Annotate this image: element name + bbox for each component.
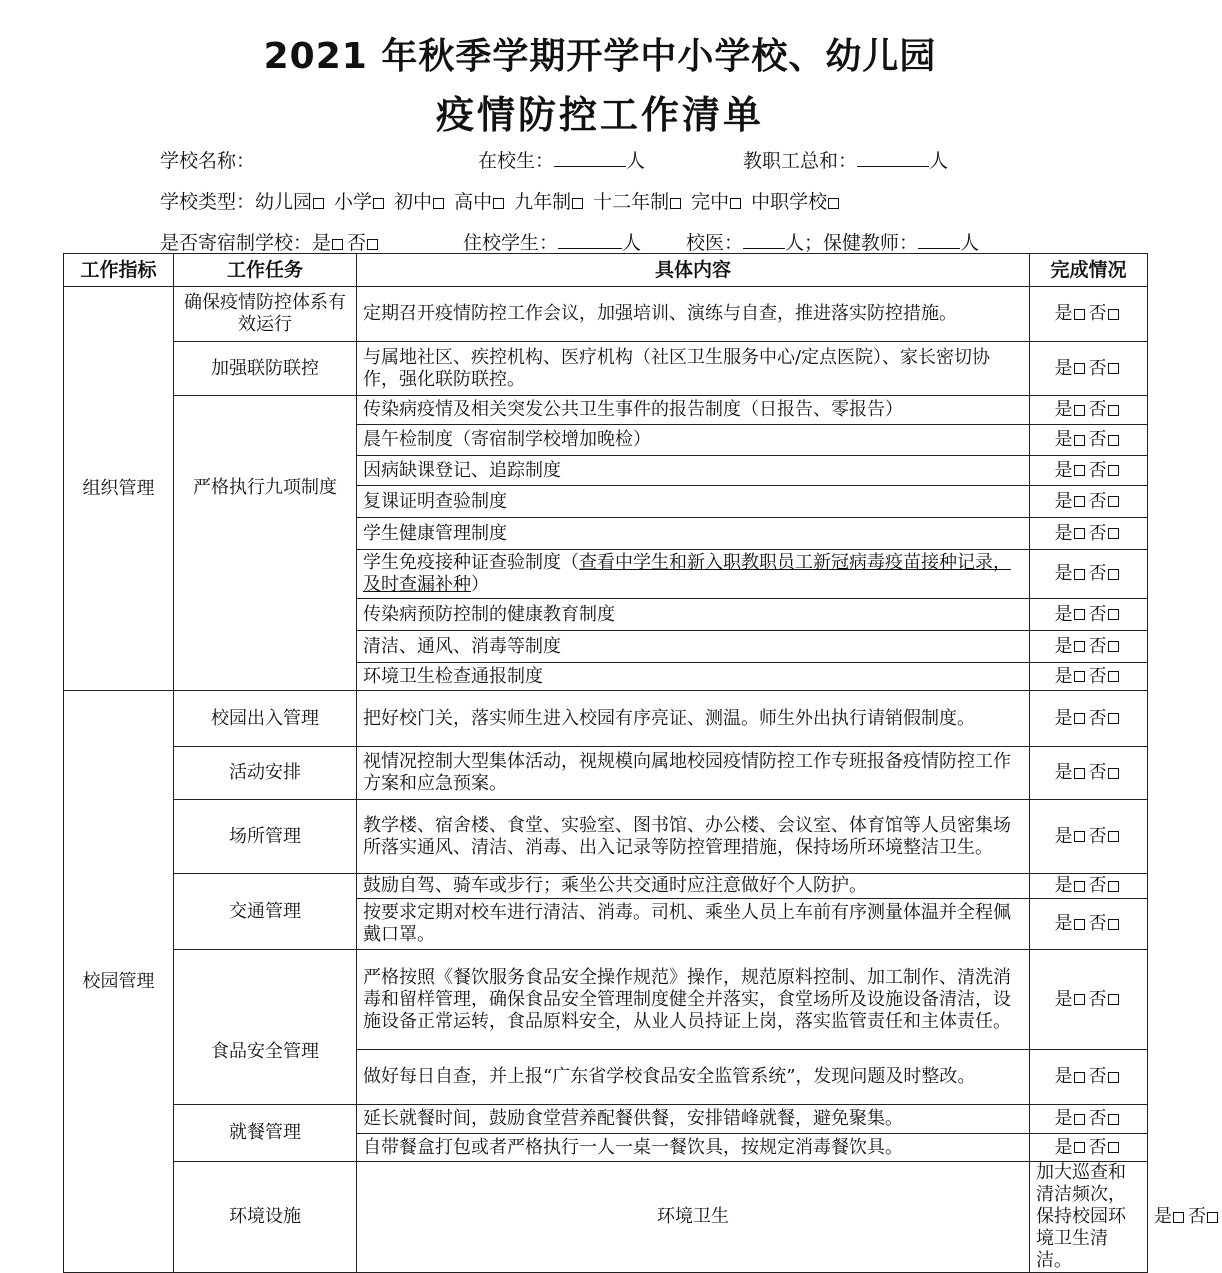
school-type-checkbox[interactable]: [433, 198, 444, 209]
school-type-field: [160, 187, 849, 214]
status-yes-checkbox[interactable]: [1074, 569, 1085, 580]
status-cell: [1030, 518, 1148, 550]
table-row: [64, 950, 1148, 1050]
status-yes-checkbox[interactable]: [1074, 919, 1085, 930]
status-cell: [1030, 456, 1148, 486]
status-yes-label: 是: [1054, 875, 1073, 896]
school-type-label: 完中: [691, 191, 730, 213]
status-no-label: 否: [1088, 603, 1107, 625]
school-name-label: 学校名称：: [160, 150, 256, 172]
status-no-checkbox[interactable]: [1108, 671, 1119, 682]
status-yes-checkbox[interactable]: [1074, 363, 1085, 374]
category-cell: 组织管理: [64, 287, 174, 691]
school-type-label: 幼儿园: [255, 191, 313, 213]
status-no-checkbox[interactable]: [1108, 713, 1119, 724]
status-no-checkbox[interactable]: [1108, 1142, 1119, 1153]
person-unit: 人: [929, 150, 949, 172]
status-no-checkbox[interactable]: [1108, 435, 1119, 446]
status-cell: [1030, 874, 1148, 899]
school-type-checkbox[interactable]: [313, 198, 324, 209]
status-no-label: 否: [1088, 490, 1107, 512]
content-cell: 传染病预防控制的健康教育制度: [357, 599, 1030, 631]
status-no-label: 否: [1088, 635, 1107, 657]
status-yes-label: 是: [1054, 1108, 1073, 1129]
status-cell: [1030, 486, 1148, 518]
table-row: [64, 342, 1148, 396]
status-yes-checkbox[interactable]: [1173, 1212, 1184, 1223]
table-row: [64, 1105, 1148, 1134]
content-text: 学生免疫接种证查验制度（: [363, 552, 579, 573]
header-indicator: 工作指标: [64, 254, 174, 287]
task-cell: 活动安排: [174, 747, 357, 800]
content-cell: 环境卫生检查通报制度: [357, 663, 1030, 691]
content-cell: 把好校门关，落实师生进入校园有序亮证、测温。师生外出执行请销假制度。: [357, 691, 1030, 747]
status-no-checkbox[interactable]: [1108, 405, 1119, 416]
content-cell: [357, 550, 1030, 599]
document-title-line2: 疫情防控工作清单: [435, 93, 764, 137]
status-yes-checkbox[interactable]: [1074, 309, 1085, 320]
header-task: 工作任务: [174, 254, 357, 287]
status-no-checkbox[interactable]: [1108, 569, 1119, 580]
content-cell: 清洁、通风、消毒等制度: [357, 631, 1030, 663]
status-yes-checkbox[interactable]: [1074, 435, 1085, 446]
content-cell: 加大巡查和清洁频次，保持校园环境卫生清洁。: [1030, 1162, 1148, 1273]
content-cell: 延长就餐时间，鼓励食堂营养配餐供餐，安排错峰就餐，避免聚集。: [357, 1105, 1030, 1134]
status-no-checkbox[interactable]: [1108, 528, 1119, 539]
school-type-checkbox[interactable]: [373, 198, 384, 209]
school-type-label: 初中: [394, 191, 433, 213]
status-no-checkbox[interactable]: [1108, 641, 1119, 652]
status-yes-label: 是: [1054, 1066, 1073, 1087]
status-no-label: 否: [1088, 303, 1107, 324]
content-cell: 鼓励自驾、骑车或步行；乘坐公共交通时应注意做好个人防护。: [357, 874, 1030, 899]
status-no-label: 否: [1188, 1206, 1206, 1227]
task-cell: 就餐管理: [174, 1105, 357, 1162]
school-type-option: [394, 191, 448, 213]
status-yes-checkbox[interactable]: [1074, 609, 1085, 620]
status-yes-checkbox[interactable]: [1074, 528, 1085, 539]
boarders-label: 住校学生：: [463, 232, 559, 254]
status-cell: [1030, 631, 1148, 663]
school-type-option: [454, 191, 508, 213]
person-unit: 人: [785, 232, 805, 254]
status-no-checkbox[interactable]: [1108, 465, 1119, 476]
status-no-label: 否: [1088, 522, 1107, 544]
status-no-label: 否: [1088, 563, 1107, 584]
school-type-label: 学校类型：: [160, 191, 256, 213]
status-cell: [1030, 287, 1148, 342]
status-yes-checkbox[interactable]: [1074, 641, 1085, 652]
category-cell: 环境设施: [174, 1162, 357, 1273]
person-unit: 人: [960, 232, 980, 254]
content-underlined-text: 查看中学生和新入职教职员工新冠病毒疫苗接种记录，及时查漏补种: [363, 552, 1011, 595]
status-cell: [1030, 1050, 1148, 1105]
person-unit: 人: [622, 232, 642, 254]
school-type-checkbox[interactable]: [730, 198, 741, 209]
status-no-checkbox[interactable]: [1108, 1072, 1119, 1083]
status-yes-label: 是: [1054, 603, 1073, 625]
boarding-field: [160, 228, 382, 255]
table-row: [64, 396, 1148, 425]
school-type-label: 小学: [334, 191, 373, 213]
school-type-option: [751, 191, 843, 213]
boarders-blank[interactable]: [558, 230, 622, 249]
task-cell: 食品安全管理: [174, 950, 357, 1105]
task-cell: 环境卫生: [357, 1162, 1030, 1273]
staff-label: 教职工总和：: [743, 150, 858, 172]
status-yes-label: 是: [1054, 429, 1073, 450]
status-yes-checkbox[interactable]: [1074, 1142, 1085, 1153]
school-type-option: [593, 191, 685, 213]
table-header-row: [64, 254, 1148, 287]
content-cell: 传染病疫情及相关突发公共卫生事件的报告制度（日报告、零报告）: [357, 396, 1030, 425]
school-type-options: [255, 191, 849, 213]
school-name-field: [160, 146, 255, 173]
status-no-label: 否: [1088, 825, 1107, 847]
doctor-label: 校医：: [686, 232, 744, 254]
status-cell: [1030, 747, 1148, 800]
status-no-label: 否: [1088, 459, 1107, 481]
content-cell: 自带餐盒打包或者严格执行一人一桌一餐饮具，按规定消毒餐饮具。: [357, 1134, 1030, 1162]
status-yes-label: 是: [1054, 303, 1073, 324]
status-cell: [1030, 1134, 1148, 1162]
header-content: 具体内容: [357, 254, 1030, 287]
status-no-checkbox[interactable]: [1108, 309, 1119, 320]
boarding-yes-checkbox[interactable]: [332, 239, 343, 250]
boarding-no-checkbox[interactable]: [367, 239, 378, 250]
status-yes-checkbox[interactable]: [1074, 994, 1085, 1005]
status-yes-label: 是: [1054, 913, 1073, 934]
content-cell: 做好每日自查，并上报“广东省学校食品安全监管系统”，发现问题及时整改。: [357, 1050, 1030, 1105]
content-cell: 学生健康管理制度: [357, 518, 1030, 550]
task-cell: 严格执行九项制度: [174, 396, 357, 691]
status-no-label: 否: [1088, 429, 1107, 450]
staff-field: [743, 146, 948, 173]
boarding-yes-label: 是: [312, 232, 332, 254]
students-label: 在校生：: [478, 150, 555, 172]
school-type-checkbox[interactable]: [670, 198, 681, 209]
status-no-checkbox[interactable]: [1108, 496, 1119, 507]
status-yes-checkbox[interactable]: [1074, 713, 1085, 724]
status-cell: [1030, 950, 1148, 1050]
boarding-label: 是否寄宿制学校：: [160, 232, 313, 254]
status-cell: [1030, 1105, 1148, 1134]
status-no-label: 否: [1088, 399, 1107, 420]
school-type-checkbox[interactable]: [493, 198, 504, 209]
doctor-blank[interactable]: [743, 230, 785, 249]
status-no-checkbox[interactable]: [1108, 609, 1119, 620]
content-cell: 晨午检制度（寄宿制学校增加晚检）: [357, 425, 1030, 456]
status-yes-checkbox[interactable]: [1074, 768, 1085, 779]
task-cell: 加强联防联控: [174, 342, 357, 396]
status-yes-label: 是: [1054, 665, 1073, 687]
status-cell: [1030, 599, 1148, 631]
status-cell: [1030, 425, 1148, 456]
status-cell: [1030, 691, 1148, 747]
table-row: [64, 691, 1148, 747]
boarding-no-label: 否: [347, 232, 367, 254]
status-cell: [1030, 342, 1148, 396]
content-cell: 定期召开疫情防控工作会议，加强培训、演练与自查，推进落实防控措施。: [357, 287, 1030, 342]
status-yes-checkbox[interactable]: [1074, 831, 1085, 842]
status-no-checkbox[interactable]: [1108, 768, 1119, 779]
status-yes-label: 是: [1054, 563, 1073, 584]
content-cell: 视情况控制大型集体活动，视规模向属地校园疫情防控工作专班报备疫情防控工作方案和应急预案。: [357, 747, 1030, 800]
school-type-label: 中职学校: [751, 191, 828, 213]
status-yes-label: 是: [1054, 707, 1073, 729]
status-no-checkbox[interactable]: [1108, 363, 1119, 374]
school-type-option: [255, 191, 328, 213]
status-no-label: 否: [1088, 762, 1107, 783]
status-no-label: 否: [1088, 707, 1107, 729]
table-row: [64, 874, 1148, 899]
content-cell: 与属地社区、疾控机构、医疗机构（社区卫生服务中心/定点医院）、家长密切协作，强化联防联控。: [357, 342, 1030, 396]
school-type-label: 十二年制: [593, 191, 670, 213]
task-cell: 场所管理: [174, 800, 357, 874]
students-field: [478, 146, 645, 173]
school-type-option: [514, 191, 587, 213]
status-yes-label: 是: [1054, 459, 1073, 481]
content-cell: 因病缺课登记、追踪制度: [357, 456, 1030, 486]
status-yes-checkbox[interactable]: [1074, 671, 1085, 682]
status-yes-checkbox[interactable]: [1074, 496, 1085, 507]
status-yes-label: 是: [1054, 762, 1073, 783]
status-no-label: 否: [1088, 665, 1107, 687]
doctor-field: [686, 228, 979, 255]
status-no-label: 否: [1088, 988, 1107, 1010]
status-yes-checkbox[interactable]: [1074, 881, 1085, 892]
person-unit: 人: [626, 150, 646, 172]
status-yes-label: 是: [1054, 522, 1073, 544]
status-yes-label: 是: [1054, 988, 1073, 1010]
table-row: [64, 287, 1148, 342]
status-yes-label: 是: [1154, 1206, 1172, 1227]
task-cell: 确保疫情防控体系有效运行: [174, 287, 357, 342]
staff-blank[interactable]: [857, 148, 929, 167]
table-row: [64, 800, 1148, 874]
status-yes-label: 是: [1054, 825, 1073, 847]
status-no-checkbox[interactable]: [1108, 831, 1119, 842]
school-type-label: 九年制: [514, 191, 572, 213]
school-type-checkbox[interactable]: [572, 198, 583, 209]
status-cell: [1030, 899, 1148, 950]
document-title-line1: 2021 年秋季学期开学中小学校、幼儿园: [263, 36, 937, 77]
school-type-option: [334, 191, 388, 213]
status-yes-label: 是: [1054, 399, 1073, 420]
status-cell: [1030, 663, 1148, 691]
students-blank[interactable]: [554, 148, 626, 167]
status-no-label: 否: [1088, 357, 1107, 379]
table-row: [64, 747, 1148, 800]
status-cell: [1030, 550, 1148, 599]
content-text: ）: [471, 574, 489, 595]
header-status: 完成情况: [1030, 254, 1148, 287]
status-no-label: 否: [1088, 1136, 1107, 1158]
status-yes-label: 是: [1054, 1136, 1073, 1158]
status-yes-checkbox[interactable]: [1074, 405, 1085, 416]
health-teacher-label: ；保健教师：: [804, 232, 919, 254]
content-cell: 教学楼、宿舍楼、食堂、实验室、图书馆、办公楼、会议室、体育馆等人员密集场所落实通风、清洁、消毒、出入记录等防控管理措施，保持场所环境整洁卫生。: [357, 800, 1030, 874]
status-no-checkbox[interactable]: [1108, 919, 1119, 930]
school-type-option: [691, 191, 745, 213]
status-no-label: 否: [1088, 875, 1107, 896]
status-yes-label: 是: [1054, 635, 1073, 657]
table-row: [64, 1162, 1148, 1273]
school-type-checkbox[interactable]: [828, 198, 839, 209]
status-yes-checkbox[interactable]: [1074, 1114, 1085, 1125]
status-yes-checkbox[interactable]: [1074, 465, 1085, 476]
status-no-checkbox[interactable]: [1108, 994, 1119, 1005]
task-cell: 交通管理: [174, 874, 357, 950]
status-no-checkbox[interactable]: [1108, 1114, 1119, 1125]
checklist-table: [63, 253, 1206, 1273]
status-cell: [1030, 800, 1148, 874]
school-type-label: 高中: [454, 191, 493, 213]
category-cell: 校园管理: [64, 691, 174, 1273]
status-no-label: 否: [1088, 1108, 1107, 1129]
status-yes-label: 是: [1054, 490, 1073, 512]
status-no-label: 否: [1088, 1066, 1107, 1087]
status-yes-label: 是: [1054, 357, 1073, 379]
status-no-checkbox[interactable]: [1207, 1212, 1218, 1223]
status-yes-checkbox[interactable]: [1074, 1072, 1085, 1083]
health-teacher-blank[interactable]: [918, 230, 960, 249]
content-cell: 按要求定期对校车进行清洁、消毒。司机、乘坐人员上车前有序测量体温并全程佩戴口罩。: [357, 899, 1030, 950]
content-cell: 复课证明查验制度: [357, 486, 1030, 518]
status-cell: [1030, 396, 1148, 425]
boarders-field: [463, 228, 641, 255]
status-no-label: 否: [1088, 913, 1107, 934]
content-cell: 严格按照《餐饮服务食品安全操作规范》操作，规范原料控制、加工制作、清洗消毒和留样管理，确保食品安全管理制度健全并落实，食堂场所及设施设备清洁，设施设备正常运转，食品原料安全，从业人员持证上岗，落实监管责任和主体责任。: [357, 950, 1030, 1050]
task-cell: 校园出入管理: [174, 691, 357, 747]
status-no-checkbox[interactable]: [1108, 881, 1119, 892]
